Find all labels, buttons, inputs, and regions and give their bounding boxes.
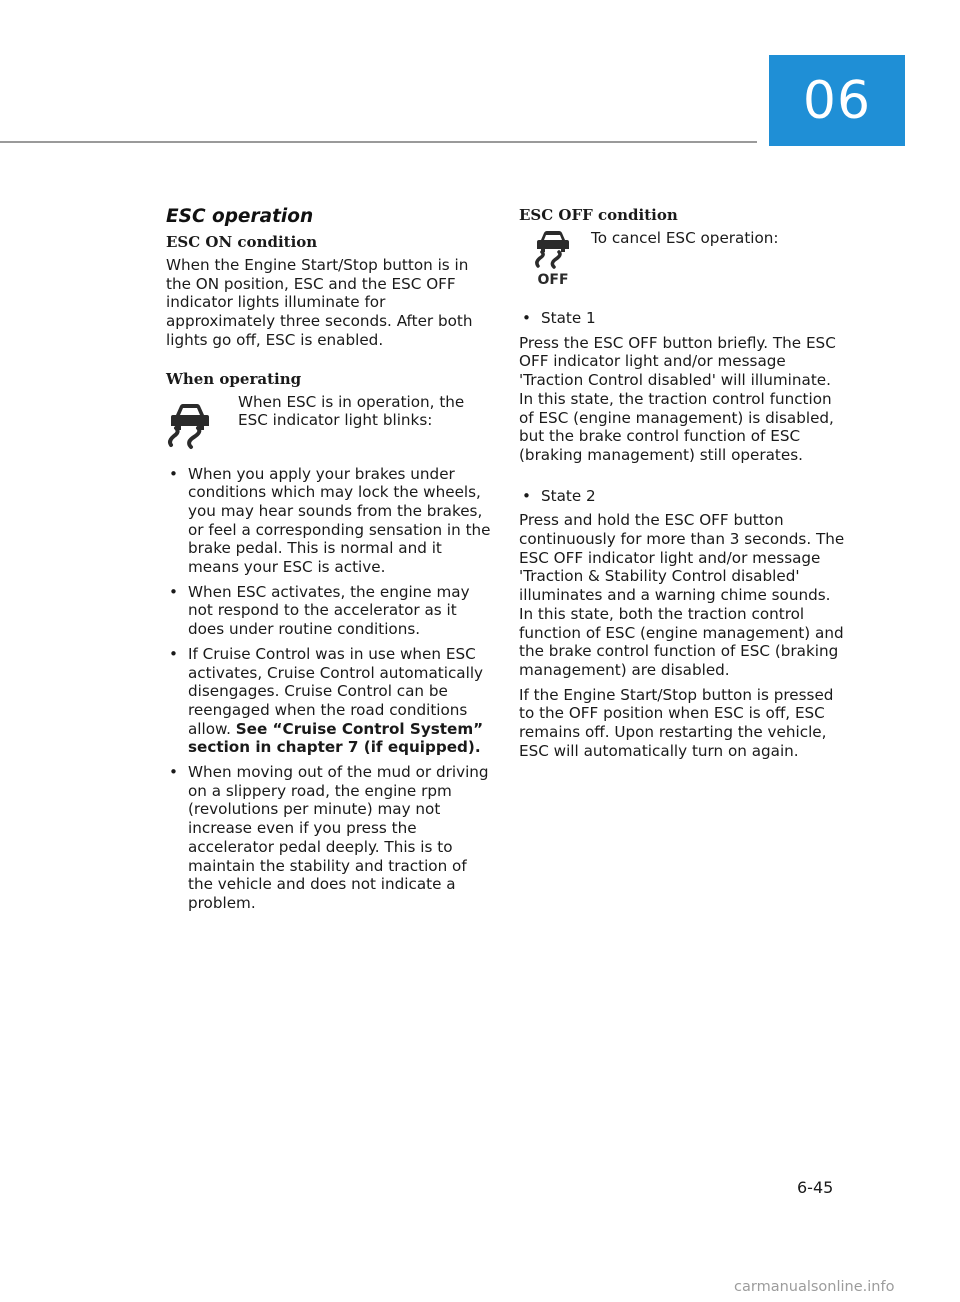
cruise-control-reference: See “Cruise Control System” section in chapter 7 (if equipped).	[188, 719, 484, 757]
esc-off-icon-label: OFF	[537, 272, 569, 287]
bullet-text: When ESC activates, the engine may not respond to the accelerator as it does under routine conditions.	[188, 582, 470, 639]
right-column	[519, 206, 849, 760]
state-1-label: • State 1	[522, 309, 596, 327]
esc-off-indicator-row	[519, 229, 849, 291]
header-rule	[0, 141, 757, 143]
bullet-text: If Cruise Control was in use when ESC activates, Cruise Control automatically disengages. Cruise Control can be reengaged when the road conditions allow.	[188, 644, 484, 738]
chapter-number: 06	[802, 70, 872, 131]
esc-on-paragraph: When the Engine Start/Stop button is in the ON position, ESC and the ESC OFF indicator lights illuminate for approximately three seconds. After both lights go off, ESC is enabled.	[166, 256, 473, 349]
esc-off-heading: ESC OFF condition	[519, 206, 678, 224]
state-2-label-text: State 2	[541, 486, 596, 505]
list-item: • When ESC activates, the engine may not respond to the accelerator as it does under routine conditions.	[169, 582, 470, 639]
bullet-text: When moving out of the mud or driving on a slippery road, the engine rpm (revolutions per minute) may not increase even if you press the accelerator pedal deeply. This is to maintain the stability and traction of the vehicle and does not indicate a problem.	[188, 763, 489, 912]
state-1-label-text: State 1	[541, 309, 596, 327]
bullet-text: When you apply your brakes under conditions which may lock the wheels, you may hear sounds from the brakes, or feel a corresponding sensation in the brake pedal. This is normal and it means your ESC is active.	[188, 464, 491, 577]
esc-off-skid-car-icon	[519, 229, 591, 291]
page-number: 6-45	[797, 1178, 834, 1197]
state-2-label: • State 2	[522, 486, 596, 505]
state-1-paragraph: Press the ESC OFF button briefly. The ESC OFF indicator light and/or message 'Traction Control disabled' will illuminate. In this state, the traction control function of ESC (engine management) is disabled, but the brake control function of ESC (braking management) still operates.	[519, 333, 836, 464]
state-2-paragraph: Press and hold the ESC OFF button continuously for more than 3 seconds. The ESC OFF indicator light and/or message 'Traction & Stability Control disabled' illuminates and a warning chime sounds. In this state, both the traction control function of ESC (engine management) and the brake control function of ESC (braking management) are disabled.	[519, 511, 845, 679]
list-item: • When you apply your brakes under conditions which may lock the wheels, you may hear sounds from the brakes, or feel a corresponding sensation in the brake pedal. This is normal and it means your ESC is active.	[169, 464, 491, 577]
esc-skid-car-icon	[166, 393, 238, 455]
esc-on-heading: ESC ON condition	[166, 233, 318, 251]
when-operating-heading: When operating	[166, 369, 302, 388]
esc-indicator-description: When ESC is in operation, the ESC indicator light blinks:	[238, 392, 465, 430]
section-title: ESC operation	[166, 206, 314, 227]
watermark: carmanualsonline.info	[734, 1279, 895, 1295]
list-item: • If Cruise Control was in use when ESC activates, Cruise Control automatically disengages. Cruise Control can be reengaged when the road conditions allow. See “Cruise Control System” section in chapter 7 (if equipped).	[169, 644, 484, 757]
left-column	[166, 206, 496, 919]
operating-bullets	[166, 465, 496, 913]
esc-off-description: To cancel ESC operation:	[591, 229, 779, 247]
esc-indicator-row	[166, 393, 496, 455]
list-item: • When moving out of the mud or driving on a slippery road, the engine rpm (revolutions per minute) may not increase even if you press the accelerator pedal deeply. This is to maintain the stability and traction of the vehicle and does not indicate a problem.	[169, 763, 489, 912]
restart-paragraph: If the Engine Start/Stop button is pressed to the OFF position when ESC is off, ESC remains off. Upon restarting the vehicle, ESC will automatically turn on again.	[519, 685, 834, 760]
chapter-tab	[769, 55, 905, 146]
